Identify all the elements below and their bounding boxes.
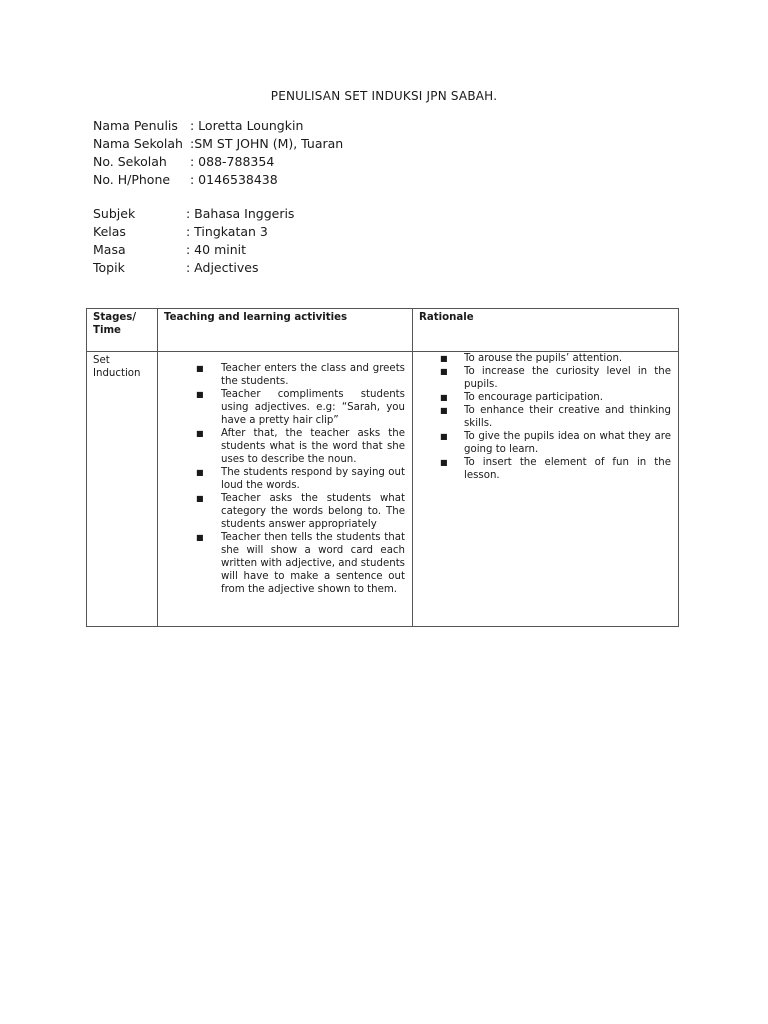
info-label: No. H/Phone	[93, 172, 171, 187]
list-item	[166, 427, 405, 466]
info-row-author-name	[93, 117, 343, 135]
list-item	[166, 362, 405, 388]
list-item	[421, 456, 671, 482]
square-bullet-icon: ■	[196, 533, 204, 542]
lesson-plan-table	[86, 308, 679, 627]
header-activities: Teaching and learning activities	[158, 309, 413, 352]
square-bullet-icon: ■	[196, 468, 204, 477]
activity-text: Teacher then tells the students that she will show a word card each written with adjective, and students will have to make a sentence out from the adjective shown to them.	[221, 532, 405, 595]
list-item	[166, 531, 405, 596]
table-row	[87, 352, 679, 627]
rationale-list	[421, 352, 671, 482]
info-label: No. Sekolah	[93, 154, 167, 169]
info-value: : 0146538438	[190, 172, 278, 187]
activity-text: Teacher compliments students using adjectives. e.g: “Sarah, you have a pretty hair clip”	[221, 389, 405, 426]
list-item	[166, 388, 405, 427]
info-value: : 088-788354	[190, 154, 275, 169]
info-row-school-number	[93, 153, 343, 171]
stage-cell: Set Induction	[87, 352, 158, 627]
activities-list	[166, 362, 405, 596]
info-label: Nama Penulis	[93, 118, 178, 133]
square-bullet-icon: ■	[440, 406, 448, 415]
rationale-text: To arouse the pupils’ attention.	[464, 353, 623, 364]
list-item	[166, 466, 405, 492]
header-rationale: Rationale	[413, 309, 679, 352]
info-row-class	[93, 223, 294, 241]
info-value: : 40 minit	[186, 242, 247, 257]
list-item	[421, 391, 671, 404]
info-label: Subjek	[93, 206, 136, 221]
rationale-text: To encourage participation.	[464, 392, 603, 403]
info-row-topic	[93, 259, 294, 277]
info-label: Masa	[93, 242, 126, 257]
rationale-text: To enhance their creative and thinking skills.	[464, 405, 671, 429]
table-header-row	[87, 309, 679, 352]
list-item	[421, 430, 671, 456]
activity-text: Teacher enters the class and greets the students.	[221, 363, 405, 387]
info-label: Nama Sekolah	[93, 136, 183, 151]
list-item	[421, 404, 671, 430]
header-stage-time: Stages/ Time	[87, 309, 158, 352]
info-row-phone	[93, 171, 343, 189]
info-row-school-name	[93, 135, 343, 153]
square-bullet-icon: ■	[196, 429, 204, 438]
list-item	[166, 492, 405, 531]
square-bullet-icon: ■	[196, 494, 204, 503]
info-row-subject	[93, 205, 294, 223]
info-value: :SM ST JOHN (M), Tuaran	[190, 136, 344, 151]
info-label: Kelas	[93, 224, 126, 239]
info-value: : Adjectives	[186, 260, 259, 275]
rationale-text: To insert the element of fun in the lesson.	[464, 457, 671, 481]
list-item	[421, 352, 671, 365]
rationale-text: To increase the curiosity level in the pupils.	[464, 366, 671, 390]
info-value: : Tingkatan 3	[186, 224, 268, 239]
square-bullet-icon: ■	[440, 458, 448, 467]
rationale-text: To give the pupils idea on what they are going to learn.	[464, 431, 671, 455]
activities-cell	[158, 352, 413, 627]
square-bullet-icon: ■	[440, 432, 448, 441]
info-label: Topik	[93, 260, 125, 275]
info-value: : Bahasa Inggeris	[186, 206, 295, 221]
rationale-cell	[413, 352, 679, 627]
lesson-info	[93, 205, 294, 277]
square-bullet-icon: ■	[440, 393, 448, 402]
info-row-duration	[93, 241, 294, 259]
author-info	[93, 117, 343, 189]
square-bullet-icon: ■	[196, 364, 204, 373]
square-bullet-icon: ■	[196, 390, 204, 399]
activity-text: Teacher asks the students what category the words belong to. The students answer appropriately	[221, 493, 405, 530]
activity-text: The students respond by saying out loud the words.	[221, 467, 405, 491]
info-value: : Loretta Loungkin	[190, 118, 304, 133]
square-bullet-icon: ■	[440, 354, 448, 363]
list-item	[421, 365, 671, 391]
activity-text: After that, the teacher asks the students what is the word that she uses to describe the noun.	[221, 428, 405, 465]
square-bullet-icon: ■	[440, 367, 448, 376]
document-title: PENULISAN SET INDUKSI JPN SABAH.	[270, 89, 498, 103]
